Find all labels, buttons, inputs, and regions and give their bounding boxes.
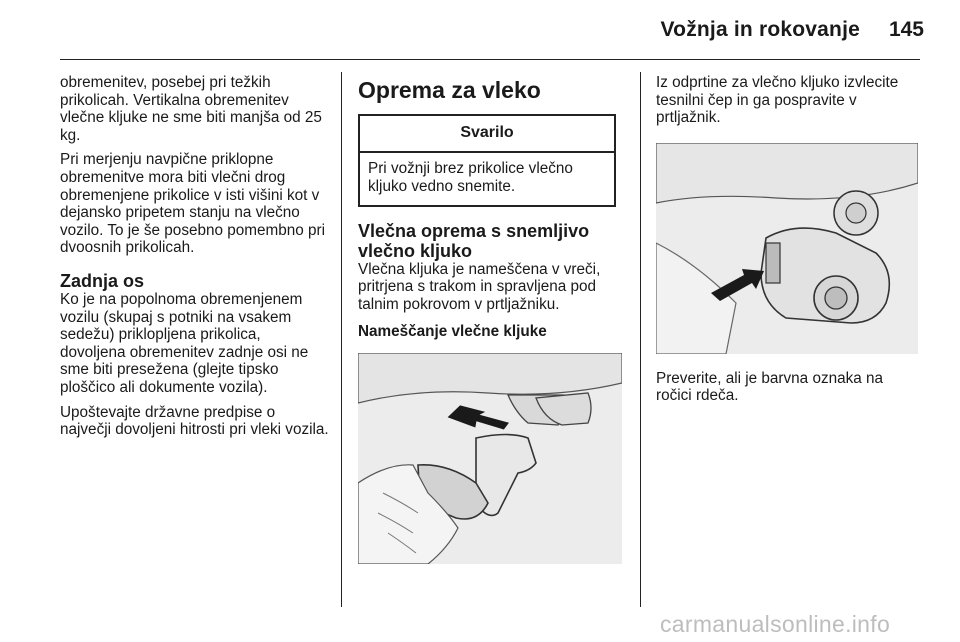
paragraph: Pri merjenju navpične priklopne obremenitve mora biti vlečni drog obremenjene prikolice v isti višini kot v dejansko pripetem stanju na vlečno vozilo. To je še posebno pomembno pri dvoosnih prikolicah.	[60, 151, 326, 257]
paragraph: obremenitev, posebej pri težkih prikolicah. Vertikalna obremenitev vlečne kljuke ne sme biti manjša od 25 kg.	[60, 74, 322, 144]
illustration-mounting-tow-ball	[358, 353, 622, 564]
column-2	[358, 74, 626, 564]
running-header-title: Vožnja in rokovanje	[660, 18, 860, 41]
paragraph: Vlečna kljuka je nameščena v vreči, pritrjena s trakom in spravljena pod talnim pokrovom v prtljažniku.	[358, 260, 601, 313]
warning-box	[358, 114, 616, 207]
section-heading-towing-equipment: Oprema za vleko	[358, 77, 541, 103]
warning-title: Svarilo	[360, 116, 614, 153]
column-divider-1	[341, 72, 342, 607]
warning-text: Pri vožnji brez prikolice vlečno kljuko vedno snemite.	[368, 159, 573, 195]
column-divider-2	[640, 72, 641, 607]
header-rule	[60, 59, 920, 60]
subsection-heading: Vlečna oprema s snemljivo vlečno kljuko	[358, 220, 590, 261]
procedure-heading: Nameščanje vlečne kljuke	[358, 323, 547, 341]
paragraph: Ko je na popolnoma obremenjenem vozilu (skupaj s potniki na vsakem sedežu) priklopljena prikolica, dovoljena obremenitev zadnje osi ne sme biti presežena (glejte tipsko ploščico ali dokumente vozila).	[60, 290, 309, 396]
column-1	[60, 74, 330, 446]
paragraph: Preverite, ali je barvna oznaka na ročici rdeča.	[656, 369, 884, 405]
column-3	[656, 74, 920, 412]
section-heading-rear-axle: Zadnja os	[60, 270, 145, 291]
illustration-tow-socket	[656, 143, 918, 354]
paragraph: Upoštevajte državne predpise o največji dovoljeni hitrosti pri vleki vozila.	[60, 403, 329, 439]
paragraph: Iz odprtine za vlečno kljuko izvlecite tesnilni čep in ga pospravite v prtljažnik.	[656, 74, 899, 127]
watermark: carmanualsonline.info	[660, 611, 891, 637]
page-number: 145	[888, 18, 924, 41]
